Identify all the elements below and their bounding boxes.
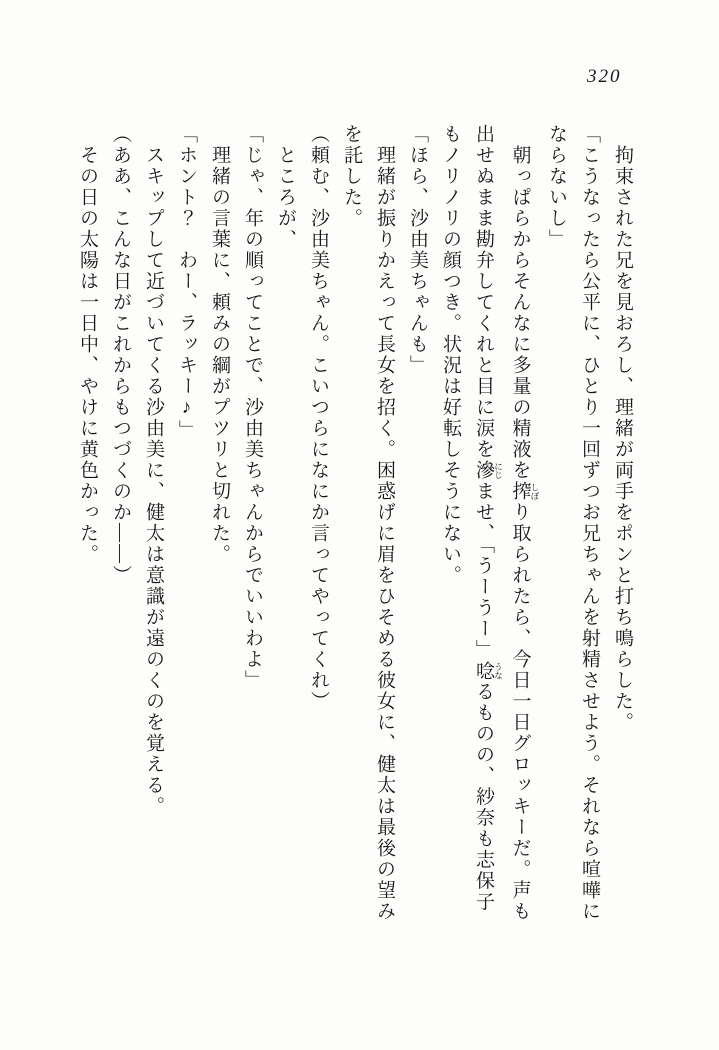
text-line: 出せぬまま勘弁してくれと目に涙を滲 にじませ、「うーうー」唸 うなるものの、紗奈も志保子 [473, 124, 504, 913]
text-block [71, 124, 639, 948]
text-line: 理緒の言葉に、頼みの綱がプツリと切れた。 [209, 145, 230, 565]
text-line: 「こうなったら公平に、ひとり一回ずつお兄ちゃんを射精させよう。それなら喧嘩に [579, 124, 600, 922]
text-line: 朝っぱらからそんなに多量の精液を搾 しぼり取られたら、今日一日グロッキーだ。声も [509, 145, 540, 922]
text-line: 理緒が振りかえって長女を招く。困惑げに眉をひそめる彼女に、健太は最後の望み [374, 145, 395, 922]
furigana: うな [493, 660, 504, 682]
text-line: その日の太陽は一日中、やけに黄色かった。 [77, 145, 98, 565]
furigana: しぼ [530, 481, 540, 502]
ruby-annotated-kanji: 唸 うな [473, 660, 504, 682]
text-line: ところが、 [275, 145, 296, 250]
text-line: を託した。 [341, 124, 362, 229]
furigana: にじ [493, 460, 504, 481]
text-line: 「ほら、沙由美ちゃんも」 [407, 124, 428, 376]
text-line: （頼む、沙由美ちゃん。こいつらになにか言ってやってくれ） [308, 124, 329, 712]
text-line: ならないし」 [546, 124, 567, 250]
text-line: 拘束された兄を見おろし、理緒が両手をポンと打ち鳴らした。 [612, 145, 633, 733]
ruby-annotated-kanji: 搾 しぼ [509, 481, 540, 502]
text-line: スキップして近づいてくる沙由美に、健太は意識が遠のくのを覚える。 [143, 145, 164, 817]
text-line: 「じゃ、年の順ってことで、沙由美ちゃんからでいいわよ」 [242, 124, 263, 691]
text-line: 「ホント？ わー、ラッキー♪」 [176, 124, 197, 441]
text-line: もノリノリの顔つき。状況は好転しそうにない。 [440, 124, 461, 586]
text-line: （ああ、こんな日がこれからもつづくのか――） [110, 124, 131, 586]
page-number: 320 [587, 66, 622, 87]
ruby-annotated-kanji: 滲 にじ [473, 460, 504, 481]
